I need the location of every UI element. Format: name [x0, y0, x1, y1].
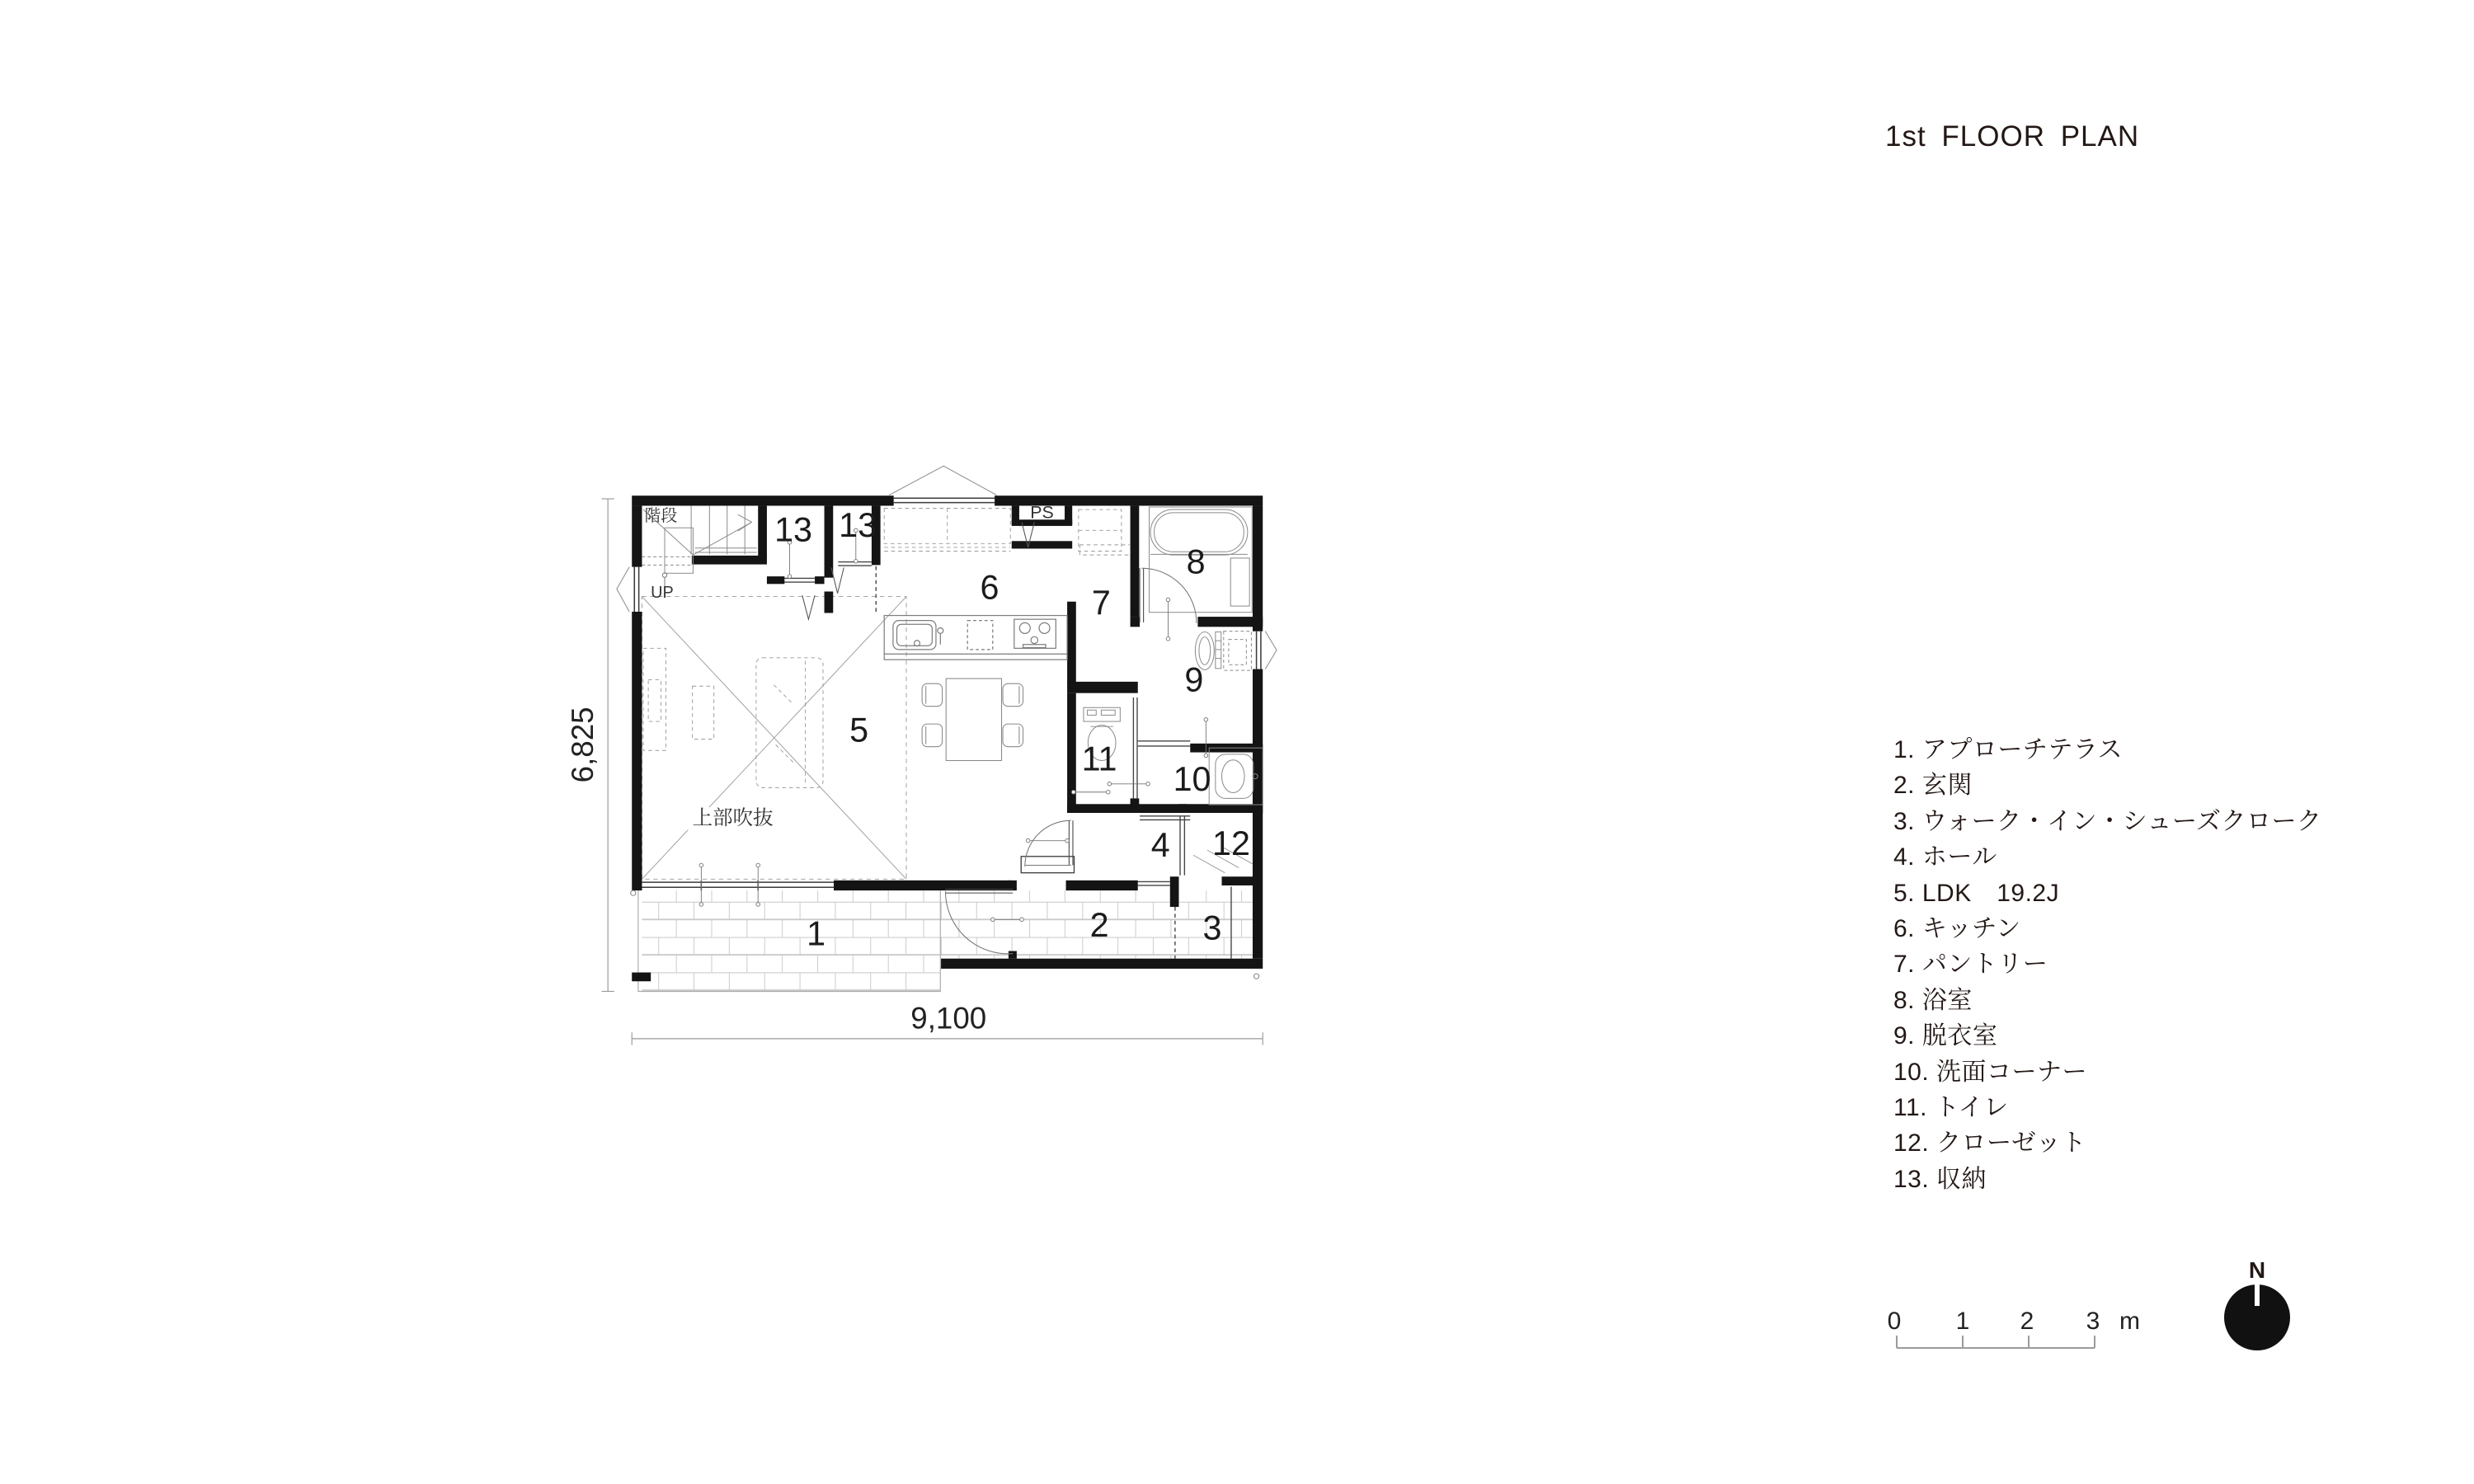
void-label: 上部吹抜	[692, 806, 774, 829]
scale-tick-1: 1	[1955, 1308, 1970, 1335]
legend-item-7: 7. パントリー	[1893, 951, 2048, 979]
room-label-2: 2	[1089, 905, 1109, 944]
legend-item-12: 12. クローゼット	[1893, 1129, 2086, 1158]
legend-item-1: 1. アプローチテラス	[1893, 736, 2123, 763]
scale-unit: m	[2119, 1308, 2140, 1335]
room-label-13a: 13	[774, 510, 813, 549]
north-label: N	[2248, 1257, 2266, 1283]
legend-item-11: 11. トイレ	[1893, 1094, 2009, 1122]
room-label-13b: 13	[839, 505, 877, 544]
legend-item-8: 8. 浴室	[1893, 986, 1973, 1014]
scale-bar-line	[1897, 1336, 2095, 1348]
legend-item-4: 4. ホール	[1893, 843, 1997, 871]
dressing-room-fixtures	[1195, 632, 1251, 670]
legend-item-5: 5. LDK 19.2J	[1893, 879, 2060, 907]
dimension-width: 9,100	[910, 1001, 987, 1036]
legend-item-6: 6. キッチン	[1893, 915, 2021, 943]
legend-item-10: 10. 洗面コーナー	[1893, 1058, 2088, 1086]
up-label: UP	[651, 584, 674, 603]
legend-item-3: 3. ウォーク・イン・シューズクローク	[1893, 807, 2322, 835]
tile-floors	[638, 890, 1253, 991]
room-label-1: 1	[807, 914, 826, 953]
pipe-space-label: PS	[1030, 502, 1054, 523]
legend-item-9: 9. 脱衣室	[1893, 1022, 1998, 1050]
dimension-height: 6,825	[565, 707, 600, 783]
room-label-9: 9	[1184, 660, 1204, 699]
living-furniture	[643, 648, 823, 787]
kitchen-cabinets	[884, 509, 1130, 556]
stairs-label: 階段	[644, 506, 678, 525]
room-label-11: 11	[1081, 740, 1117, 778]
page-title: 1st FLOOR PLAN	[1885, 120, 2140, 153]
scale-bar	[1880, 1298, 2161, 1364]
room-label-3: 3	[1202, 909, 1222, 947]
room-label-5: 5	[849, 711, 869, 749]
scale-tick-0: 0	[1887, 1308, 1902, 1335]
scale-tick-2: 2	[2020, 1308, 2034, 1335]
legend-item-13: 13. 収納	[1893, 1165, 1987, 1193]
north-arrow	[2210, 1247, 2309, 1370]
room-legend	[1893, 732, 2322, 1197]
north-notch	[2255, 1284, 2260, 1306]
room-label-7: 7	[1091, 584, 1111, 622]
legend-item-2: 2. 玄関	[1893, 772, 1973, 800]
room-label-10: 10	[1173, 760, 1211, 799]
dining-set	[922, 679, 1023, 760]
room-label-12: 12	[1212, 824, 1250, 863]
room-label-4: 4	[1150, 825, 1170, 864]
kitchen-island	[884, 616, 1067, 660]
room-label-6: 6	[980, 568, 999, 607]
scale-tick-3: 3	[2086, 1308, 2100, 1335]
room-label-8: 8	[1186, 542, 1206, 581]
floor-plan-drawing	[528, 445, 1369, 1076]
